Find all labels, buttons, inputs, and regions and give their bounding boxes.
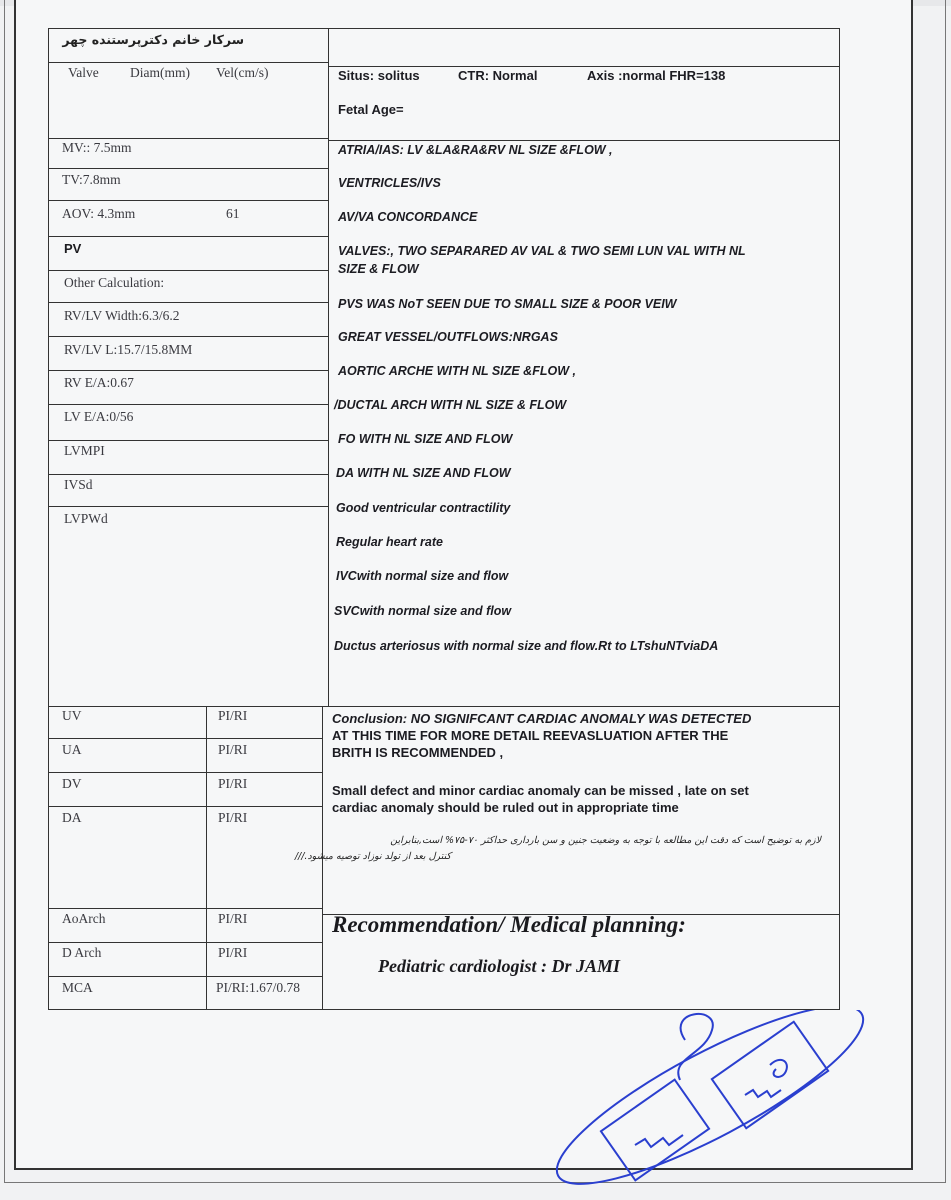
rule — [48, 270, 328, 271]
doppler-index: PI/RI — [218, 911, 248, 926]
doppler-divider — [206, 706, 207, 1010]
doppler-vessel: MCA — [62, 980, 93, 995]
rule — [48, 806, 322, 807]
rule — [328, 66, 840, 67]
persian-note: لازم به توضیح است که دقت این مطالعه با توجه به وضعیت جنین و سن بارداری حداکثر ۷۰-۷۵% است,بنابراین — [390, 835, 821, 846]
rule — [48, 236, 328, 237]
rule — [48, 772, 322, 773]
rule — [48, 474, 328, 475]
col-diam-header: Diam(mm) — [130, 65, 190, 80]
rvlv-length: RV/LV L:15.7/15.8MM — [64, 342, 193, 357]
rule — [48, 302, 328, 303]
persian-note: کنترل بعد از تولد نوزاد توصیه میشود./// — [294, 851, 451, 862]
aov-velocity: 61 — [226, 206, 240, 221]
doppler-index: PI/RI — [218, 742, 248, 757]
other-calculation: Other Calculation: — [64, 275, 165, 290]
fetal-age: Fetal Age= — [338, 102, 404, 117]
finding: FO WITH NL SIZE AND FLOW — [338, 432, 513, 446]
finding: SIZE & FLOW — [338, 262, 419, 276]
signature-stroke — [678, 1014, 713, 1080]
finding: Regular heart rate — [336, 535, 443, 549]
rule — [48, 440, 328, 441]
doppler-vessel: UV — [62, 708, 82, 723]
finding: DA WITH NL SIZE AND FLOW — [336, 466, 511, 480]
pv-label: PV — [64, 241, 82, 256]
rule — [48, 706, 840, 707]
col-vel-header: Vel(cm/s) — [216, 65, 269, 80]
finding: VENTRICLES/IVS — [338, 176, 441, 190]
finding: AV/VA CONCORDANCE — [338, 210, 478, 224]
finding: IVCwith normal size and flow — [336, 569, 509, 583]
doppler-index: PI/RI:1.67/0.78 — [216, 980, 301, 995]
finding: VALVES:, TWO SEPARARED AV VAL & TWO SEMI LUN VAL WITH NL — [338, 244, 746, 258]
rule — [48, 404, 328, 405]
rvlv-width: RV/LV Width:6.3/6.2 — [64, 308, 180, 323]
stamp-scribble — [745, 1090, 781, 1097]
rule — [48, 62, 328, 63]
tv-value: TV:7.8mm — [62, 172, 121, 187]
column-divider — [328, 28, 329, 706]
doppler-index: PI/RI — [218, 708, 248, 723]
rule — [48, 506, 328, 507]
rule — [48, 138, 328, 139]
ctr: CTR: Normal — [458, 68, 538, 83]
rule — [48, 168, 328, 169]
doppler-vessel: DV — [62, 776, 82, 791]
aov-value: AOV: 4.3mm — [62, 206, 136, 221]
patient-name: سرکار خانم دکترپرستنده چهر — [62, 32, 244, 47]
doppler-vessel: D Arch — [62, 945, 102, 960]
axis-fhr: Axis :normal FHR=138 — [587, 68, 726, 83]
disclaimer-line: Small defect and minor cardiac anomaly can be missed , late on set — [332, 783, 749, 798]
stamp-scribble — [770, 1060, 787, 1077]
conclusion-line: AT THIS TIME FOR MORE DETAIL REEVASLUATION AFTER THE — [332, 728, 729, 743]
conclusion-line: BRITH IS RECOMMENDED , — [332, 745, 504, 760]
rule — [48, 976, 322, 977]
finding: GREAT VESSEL/OUTFLOWS:NRGAS — [338, 330, 558, 344]
rule — [48, 908, 322, 909]
mv-value: MV:: 7.5mm — [62, 140, 132, 155]
doppler-vessel: AoArch — [62, 911, 106, 926]
col-valve-header: Valve — [68, 65, 99, 80]
recommendation-detail: Pediatric cardiologist : Dr JAMI — [378, 956, 620, 976]
rule — [48, 738, 322, 739]
doppler-vessel: DA — [62, 810, 82, 825]
situs: Situs: solitus — [338, 68, 420, 83]
stamp-scribble — [635, 1135, 683, 1147]
doppler-index: PI/RI — [218, 810, 248, 825]
rule — [48, 336, 328, 337]
finding: /DUCTAL ARCH WITH NL SIZE & FLOW — [334, 398, 567, 412]
signature-loop — [540, 1010, 880, 1200]
stamp-signature — [540, 1010, 880, 1200]
finding: AORTIC ARCHE WITH NL SIZE &FLOW , — [338, 364, 576, 378]
lv-ea: LV E/A:0/56 — [64, 409, 134, 424]
doppler-vessel: UA — [62, 742, 82, 757]
lvmpi: LVMPI — [64, 443, 105, 458]
conclusion-line: Conclusion: NO SIGNIFCANT CARDIAC ANOMALY WAS DETECTED — [332, 711, 752, 726]
rule — [48, 942, 322, 943]
finding: PVS WAS NoT SEEN DUE TO SMALL SIZE & POOR VEIW — [338, 297, 677, 311]
recommendation-title: Recommendation/ Medical planning: — [332, 912, 686, 937]
rv-ea: RV E/A:0.67 — [64, 375, 134, 390]
ivsd: IVSd — [64, 477, 93, 492]
finding: SVCwith normal size and flow — [334, 604, 512, 618]
doppler-index: PI/RI — [218, 945, 248, 960]
doppler-index: PI/RI — [218, 776, 248, 791]
rule — [48, 200, 328, 201]
finding: ATRIA/IAS: LV &LA&RA&RV NL SIZE &FLOW , — [338, 143, 613, 157]
lvpwd: LVPWd — [64, 511, 108, 526]
rule — [328, 140, 840, 141]
rule — [48, 370, 328, 371]
finding: Ductus arteriosus with normal size and flow.Rt to LTshuNTviaDA — [334, 639, 719, 653]
finding: Good ventricular contractility — [336, 501, 511, 515]
disclaimer-line: cardiac anomaly should be ruled out in appropriate time — [332, 800, 679, 815]
